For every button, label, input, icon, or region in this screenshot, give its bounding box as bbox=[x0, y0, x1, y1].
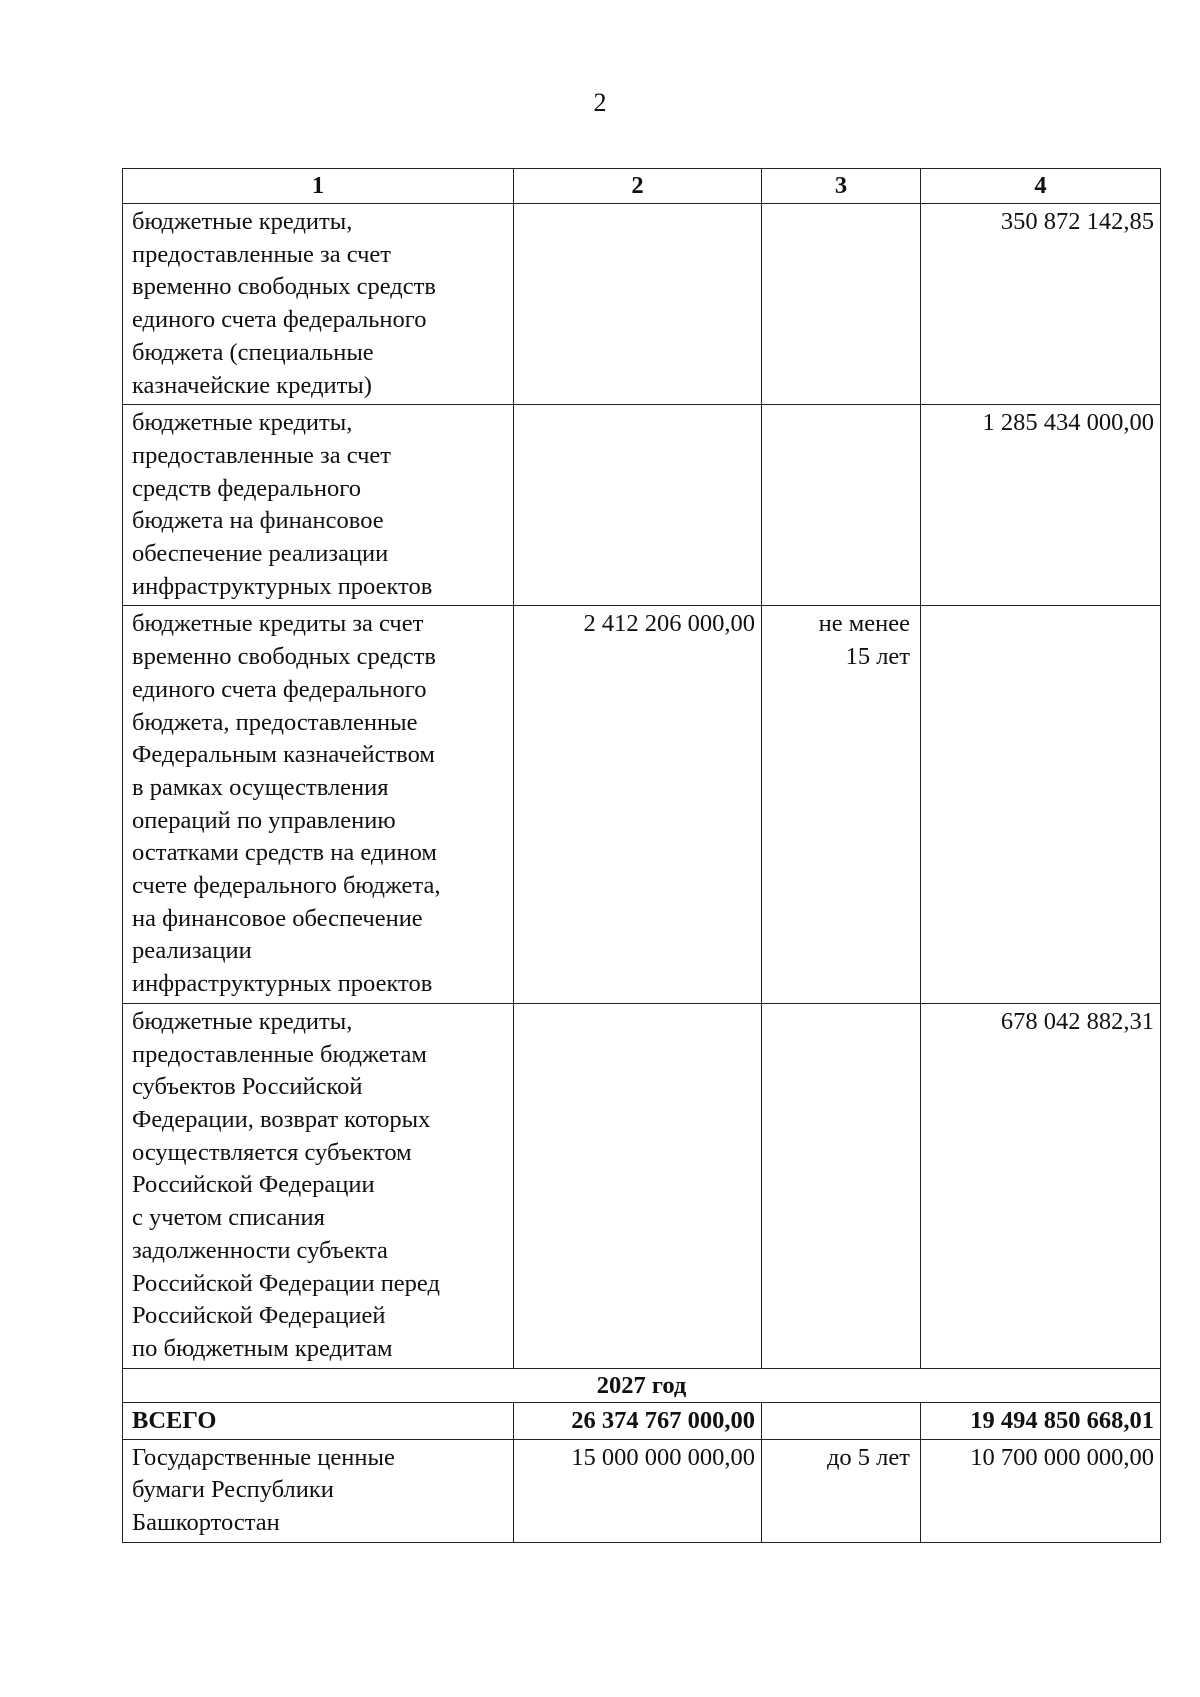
header-cell-2: 2 bbox=[514, 169, 762, 204]
row-name-line: бюджетные кредиты, bbox=[132, 409, 353, 437]
row-name-line: инфраструктурных проектов bbox=[132, 572, 433, 600]
row-name-line: единого счета федерального bbox=[132, 675, 427, 703]
table-row bbox=[123, 1003, 1161, 1368]
row-name-line: предоставленные бюджетам bbox=[132, 1040, 427, 1068]
row-name-line: Государственные ценные bbox=[132, 1443, 395, 1471]
header-cell-4: 4 bbox=[921, 169, 1161, 204]
total-amount-cell: 26 374 767 000,00 bbox=[514, 1402, 762, 1439]
row-name-line: бюджета, предоставленные bbox=[132, 708, 418, 736]
row-name-line: предоставленные за счет bbox=[132, 441, 391, 469]
total-debt-cell: 19 494 850 668,01 bbox=[921, 1402, 1161, 1439]
row-name-line: Башкортостан bbox=[132, 1509, 280, 1537]
row-name-line: операций по управлению bbox=[132, 806, 396, 834]
row-name-line: бюджетные кредиты, bbox=[132, 208, 353, 235]
row-debt-cell bbox=[921, 606, 1161, 1003]
row-debt-cell: 350 872 142,85 bbox=[921, 204, 1161, 405]
row-amount-cell bbox=[514, 405, 762, 606]
row-name-line: Российской Федерации bbox=[132, 1171, 375, 1199]
row-name-cell bbox=[123, 1439, 514, 1542]
year-row bbox=[123, 1368, 1161, 1402]
row-term-cell bbox=[762, 1003, 921, 1368]
row-debt-cell: 1 285 434 000,00 bbox=[921, 405, 1161, 606]
row-name-cell bbox=[123, 606, 514, 1003]
row-name-line: бюджета (специальные bbox=[132, 338, 374, 366]
row-term-cell bbox=[762, 606, 921, 1003]
row-name-line: осуществляется субъектом bbox=[132, 1138, 412, 1166]
row-name-line: Федерации, возврат которых bbox=[132, 1105, 431, 1133]
row-name-line: Российской Федерации перед bbox=[132, 1269, 440, 1297]
row-name-line: Российской Федерацией bbox=[132, 1302, 386, 1330]
header-cell-3: 3 bbox=[762, 169, 921, 204]
row-name-line: инфраструктурных проектов bbox=[132, 970, 433, 998]
row-name-cell bbox=[123, 204, 514, 405]
row-name-cell bbox=[123, 405, 514, 606]
row-name-line: задолженности субъекта bbox=[132, 1236, 388, 1264]
table-header-row bbox=[123, 169, 1161, 204]
table-row bbox=[123, 1439, 1161, 1542]
row-name-line: с учетом списания bbox=[132, 1204, 325, 1232]
page-number: 2 bbox=[593, 88, 607, 117]
row-name-line: субъектов Российской bbox=[132, 1073, 363, 1101]
row-amount-cell bbox=[514, 204, 762, 405]
row-name-line: бумаги Республики bbox=[132, 1476, 334, 1504]
row-name-line: средств федерального bbox=[132, 474, 361, 502]
row-term-cell: до 5 лет bbox=[762, 1439, 921, 1542]
row-name-line: реализации bbox=[132, 937, 252, 965]
row-name-line: бюджета на финансовое bbox=[132, 507, 384, 535]
header-cell-1: 1 bbox=[123, 169, 514, 204]
year-label: 2027 год bbox=[123, 1368, 1161, 1402]
table-row bbox=[123, 405, 1161, 606]
total-term-cell bbox=[762, 1402, 921, 1439]
row-name-line: предоставленные за счет bbox=[132, 240, 391, 268]
row-term-cell bbox=[762, 204, 921, 405]
row-name-line: счете федерального бюджета, bbox=[132, 872, 441, 900]
row-name-line: на финансовое обеспечение bbox=[132, 904, 423, 932]
row-amount-cell: 2 412 206 000,00 bbox=[514, 606, 762, 1003]
row-name-line: единого счета федерального bbox=[132, 306, 427, 334]
row-name-line: временно свободных средств bbox=[132, 643, 436, 671]
row-name-cell bbox=[123, 1003, 514, 1368]
row-name-line: по бюджетным кредитам bbox=[132, 1334, 393, 1362]
row-name-line: обеспечение реализации bbox=[132, 540, 389, 568]
row-debt-cell: 678 042 882,31 bbox=[921, 1003, 1161, 1368]
table-row bbox=[123, 606, 1161, 1003]
row-name-line: казначейские кредиты) bbox=[132, 371, 372, 399]
total-label: ВСЕГО bbox=[123, 1402, 514, 1439]
debt-table bbox=[122, 168, 1161, 1543]
row-name-line: Федеральным казначейством bbox=[132, 741, 435, 769]
row-debt-cell: 10 700 000 000,00 bbox=[921, 1439, 1161, 1542]
row-name-line: бюджетные кредиты, bbox=[132, 1007, 353, 1035]
table-row bbox=[123, 204, 1161, 405]
row-amount-cell bbox=[514, 1003, 762, 1368]
row-name-line: остатками средств на едином bbox=[132, 839, 437, 867]
row-term-line: 15 лет bbox=[845, 643, 910, 671]
row-term-line: не менее bbox=[818, 610, 910, 638]
total-row bbox=[123, 1402, 1161, 1439]
row-amount-cell: 15 000 000 000,00 bbox=[514, 1439, 762, 1542]
row-name-line: в рамках осуществления bbox=[132, 773, 389, 801]
row-name-line: временно свободных средств bbox=[132, 273, 436, 301]
row-term-cell bbox=[762, 405, 921, 606]
row-name-line: бюджетные кредиты за счет bbox=[132, 610, 424, 638]
